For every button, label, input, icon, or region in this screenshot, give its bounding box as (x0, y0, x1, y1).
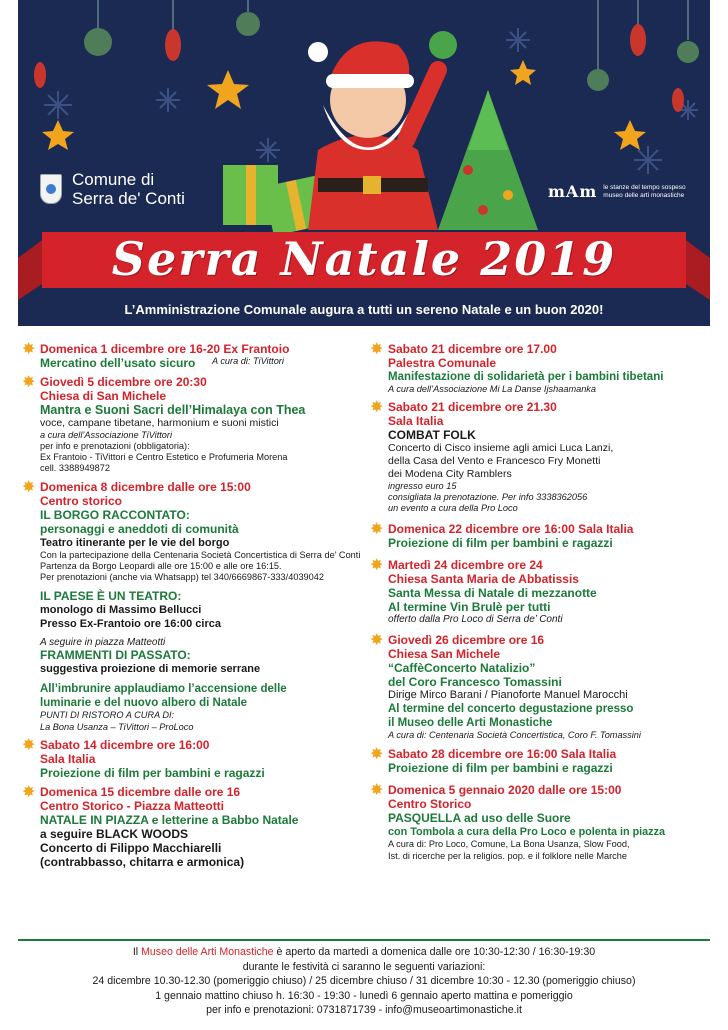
footer-contact: per info e prenotazioni: 0731871739 - info@museoartimonastiche.it (206, 1004, 522, 1016)
event-organizer: A cura di: TiVittori (212, 356, 284, 366)
event-description: Al termine del concerto degustazione presso (388, 703, 634, 716)
left-events-column (22, 342, 360, 874)
event-title: Proiezione di film per bambini e ragazzi (388, 761, 613, 776)
event-date: Sabato 14 dicembre ore 16:00 (40, 737, 210, 752)
star-bullet-icon: ✸ (370, 341, 384, 358)
event-date: Domenica 15 dicembre dalle ore 16 (40, 784, 241, 799)
event-subtitle: con Tombola a cura della Pro Loco e polenta in piazza (388, 826, 665, 839)
event-venue: Chiesa Santa Maria de Abbatissis (388, 572, 579, 587)
event-info: consigliata la prenotazione. Per info 3338362056 (388, 491, 588, 502)
right-events-column (370, 342, 710, 867)
event-description: monologo di Massimo Bellucci (40, 604, 202, 617)
star-bullet-icon: ✸ (370, 521, 384, 539)
event-phone: cell. 3388949872 (40, 463, 110, 474)
event-item (22, 375, 360, 475)
greeting-subtitle: L’Amministrazione Comunale augura a tutti un sereno Natale e un buon 2020! (124, 302, 604, 317)
event-date: Sabato 28 dicembre ore 16:00 Sala Italia (388, 747, 617, 762)
event-item (22, 738, 360, 780)
event-description: Teatro itinerante per le vie del borgo (40, 536, 230, 549)
star-bullet-icon: ✸ (370, 782, 384, 800)
municipality-line1: Comune di (72, 170, 155, 189)
event-organizer: La Bona Usanza – TiVittori – ProLoco (40, 721, 194, 732)
event-venue: Sala Italia (40, 751, 96, 766)
event-date: Domenica 5 gennaio 2020 dalle ore 15:00 (388, 783, 622, 798)
event-subtitle: personaggi e aneddoti di comunità (40, 521, 239, 536)
event-info: PUNTI DI RISTORO A CURA DI: (40, 710, 175, 721)
event-title: Proiezione di film per bambini e ragazzi (388, 536, 613, 551)
event-title: NATALE IN PIAZZA e letterine a Babbo Natale (40, 812, 299, 827)
event-title: Santa Messa di Natale di mezzanotte (388, 586, 597, 601)
museum-logo-line1: le stanze del tempo sospeso (603, 183, 686, 191)
event-title: Mantra e Suoni Sacri dell’Himalaya con Thea (40, 403, 306, 417)
event-title: del Coro Francesco Tomassini (388, 675, 562, 690)
star-bullet-icon: ✸ (370, 746, 384, 764)
event-venue: Chiesa San Michele (388, 647, 501, 662)
event-title: COMBAT FOLK (388, 428, 476, 443)
event-venue: Centro Storico - Piazza Matteotti (40, 798, 225, 813)
municipal-crest-icon (40, 174, 62, 204)
event-description: della Casa del Vento e Francesco Fry Monetti (388, 455, 601, 467)
event-info: Con la partecipazione della Centenaria Società Concertistica di Serra de’ Conti (40, 549, 361, 560)
event-title: luminarie e del nuovo albero di Natale (40, 697, 248, 710)
event-date: Domenica 8 dicembre dalle ore 15:00 (40, 479, 251, 494)
museum-name: Museo delle Arti Monastiche (141, 946, 274, 958)
event-item (370, 522, 710, 550)
event-description: voce, campane tibetane, harmonium e suoni mistici (40, 417, 279, 429)
event-organizer: A cura di: Pro Loco, Comune, La Bona Usanza, Slow Food, (388, 839, 630, 850)
municipality-line2: Serra de' Conti (72, 189, 185, 208)
museum-logo-line2: museo delle arti monastiche (603, 191, 685, 199)
event-description: Presso Ex-Frantoio ore 16:00 circa (40, 618, 221, 631)
event-venue: Palestra Comunale (388, 356, 497, 370)
event-organizer: A cura di: Centenaria Società Concertistica, Coro F. Tomassini (388, 730, 641, 741)
footer-hours: è aperto da martedì a domenica dalle ore 10:30-12:30 / 16:30-19:30 (276, 946, 596, 958)
event-description: (contrabbasso, chitarra e armonica) (40, 854, 245, 869)
star-bullet-icon: ✸ (370, 632, 384, 650)
municipality-logo (40, 170, 185, 208)
event-item (370, 633, 710, 741)
header-banner (18, 0, 710, 326)
event-date: Domenica 22 dicembre ore 16:00 Sala Italia (388, 522, 634, 537)
event-title: IL BORGO RACCONTATO: (40, 507, 190, 522)
event-price: ingresso euro 15 (388, 480, 457, 491)
event-title: Mercatino dell’usato sicuro (40, 356, 196, 370)
footer-prefix: Il (132, 946, 139, 958)
star-bullet-icon: ✸ (22, 736, 36, 754)
event-organizer: a cura dell’Associazione TiVittori (40, 429, 173, 440)
event-info: Partenza da Borgo Leopardi alle ore 15:00 e alle ore 16:15. (40, 560, 282, 571)
event-title: Proiezione di film per bambini e ragazzi (40, 765, 265, 780)
museum-logo (548, 182, 686, 201)
event-date: Sabato 21 dicembre ore 21.30 (388, 400, 557, 415)
event-description: a seguire BLACK WOODS (40, 826, 189, 841)
event-date: Domenica 1 dicembre ore 16-20 Ex Frantoio (40, 342, 290, 356)
event-venue: Centro storico (40, 493, 123, 508)
event-organizer: un evento a cura della Pro Loco (388, 503, 518, 513)
event-item (370, 783, 710, 861)
event-description: Concerto di Filippo Macchiarelli (40, 840, 222, 855)
event-info: per info e prenotazioni (obbligatoria): (40, 441, 190, 451)
event-title: Al termine Vin Brulè per tutti (388, 600, 551, 615)
event-item (370, 747, 710, 775)
museum-logo-mark: mAm (548, 182, 598, 201)
star-bullet-icon: ✸ (22, 478, 36, 496)
event-item (370, 558, 710, 625)
event-description: suggestiva proiezione di memorie serrane (40, 663, 261, 676)
event-phone: Per prenotazioni (anche via Whatsapp) tel 340/6669867-333/4039042 (40, 572, 324, 583)
event-title: Manifestazione di solidarietà per i bambini tibetani (388, 371, 664, 383)
event-title: FRAMMENTI DI PASSATO: (40, 648, 191, 663)
museum-hours-footer (18, 939, 710, 1018)
footer-line (18, 945, 710, 960)
star-bullet-icon: ✸ (22, 341, 36, 358)
event-organizer: offerto dalla Pro Loco di Serra de’ Conti (388, 614, 563, 626)
star-bullet-icon: ✸ (22, 374, 36, 391)
star-bullet-icon: ✸ (22, 783, 36, 801)
footer-line: durante le festività ci saranno le seguenti variazioni: (242, 960, 486, 973)
event-description: dei Modena City Ramblers (388, 467, 512, 480)
event-item (370, 400, 710, 514)
event-venue: Centro Storico (388, 797, 472, 812)
event-info: A seguire in piazza Matteotti (40, 637, 166, 649)
star-bullet-icon: ✸ (370, 557, 384, 575)
footer-line: 1 gennaio mattino chiuso h. 16:30 - 19:30 - lunedì 6 gennaio aperto mattina e pomeriggio (155, 989, 573, 1002)
event-title: “CaffèConcerto Natalizio” (388, 661, 536, 676)
event-item (370, 342, 710, 395)
footer-line: 24 dicembre 10.30-12.30 (pomeriggio chiuso) / 25 dicembre chiuso / 31 dicembre 10:30 - 12.30 (pomeriggio chiuso) (92, 975, 636, 987)
event-venue: Chiesa di San Michele (40, 389, 167, 403)
event-title: PASQUELLA ad uso delle Suore (388, 811, 571, 826)
event-venue: Sala Italia (388, 414, 444, 429)
event-description: Dirige Mirco Barani / Pianoforte Manuel Marocchi (388, 689, 628, 702)
event-description: il Museo delle Arti Monastiche (388, 717, 553, 730)
event-title: All’imbrunire applaudiamo l’accensione delle (40, 683, 287, 696)
event-info: Ex Frantoio - TiVittori e Centro Estetico e Profumeria Morena (40, 452, 288, 463)
event-description: Concerto di Cisco insieme agli amici Luca Lanzi, (388, 442, 614, 455)
event-item (22, 342, 360, 370)
event-date: Giovedì 26 dicembre ore 16 (388, 633, 545, 648)
event-title: Serra Natale 2019 (111, 232, 617, 286)
event-date: Sabato 21 dicembre ore 17.00 (388, 342, 557, 356)
event-organizer: Ist. di ricerche per la religios. pop. e il folklore nelle Marche (388, 850, 627, 861)
event-date: Martedì 24 dicembre ore 24 (388, 558, 543, 573)
event-item (22, 785, 360, 869)
event-date: Giovedì 5 dicembre ore 20:30 (40, 375, 207, 389)
event-title: IL PAESE È UN TEATRO: (40, 589, 182, 604)
event-organizer: A cura dell’Associazione Mi La Danse Ijshaamanka (388, 384, 597, 394)
star-bullet-icon: ✸ (370, 399, 384, 417)
event-item (22, 480, 360, 733)
